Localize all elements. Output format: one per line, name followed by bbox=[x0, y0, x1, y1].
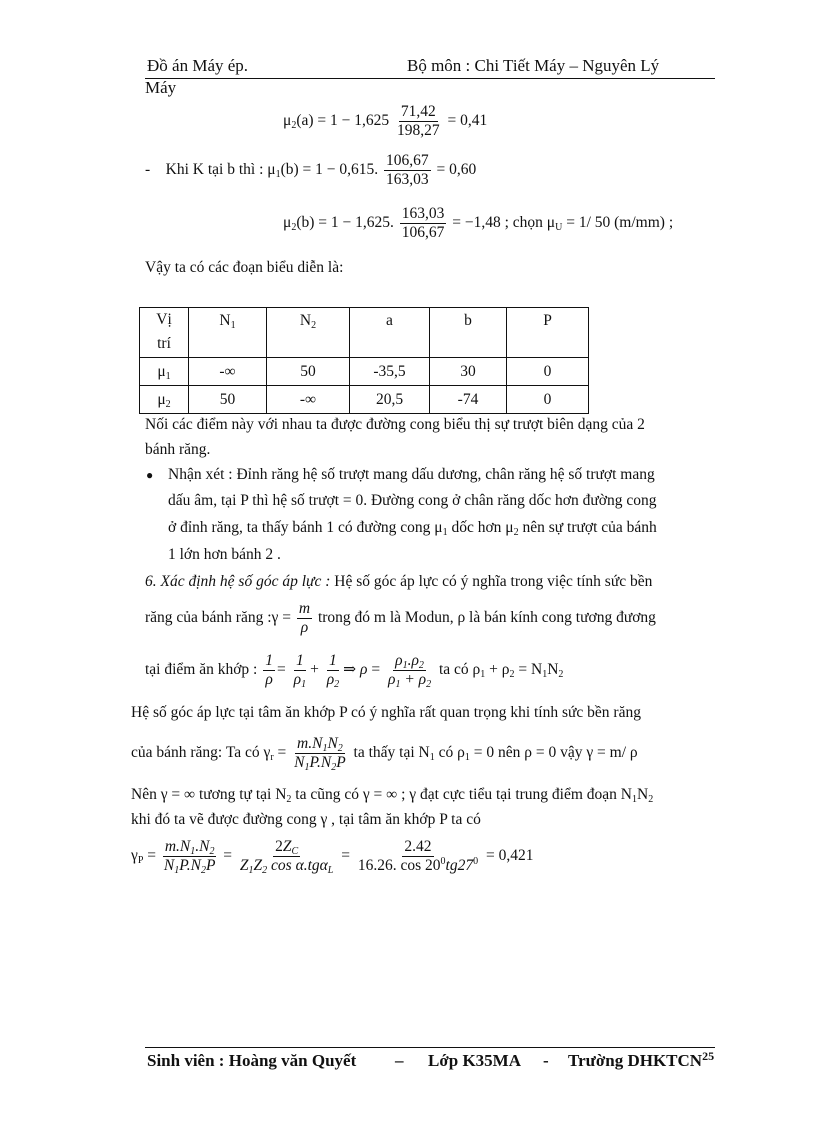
footer-dash2: - bbox=[543, 1051, 549, 1070]
footer-school: Trường DHKTCN$^{25}$ bbox=[568, 1049, 715, 1070]
paragraph-line: Nên γ = ∞ tương tự tại $N_2$ ta cũng có γ = ∞ ; γ đạt cực tiểu tại trung điểm đoạn $N_1N_2$ bbox=[131, 786, 654, 805]
table-cell: -35,5 bbox=[350, 358, 430, 386]
sliding-coefficient-table bbox=[139, 307, 589, 414]
table-header-p: P bbox=[507, 308, 589, 358]
table-cell: 50 bbox=[189, 386, 267, 414]
equation-mu2-a: $\mu_2(a) = 1 - 1,625$ $\frac{71,42}{198,27}$ = 0,41 bbox=[283, 103, 488, 139]
page-number: 25 bbox=[702, 1049, 715, 1063]
equation-mu1-b: - Khi K tại b thì : $\mu_1(b) = 1 - 0,615$. $\frac{106,67}{163,03}$ = 0,60 bbox=[145, 152, 477, 188]
table-cell: -74 bbox=[430, 386, 507, 414]
gamma-p-equation: $\gamma_P$ = $\frac{m.N_1.N_2}{N_1P.N_2P}$ = $\frac{2Z_C}{Z_1Z_2 \cos \alpha.tg\alpha_L}$ = $\frac{2.42}{16.26. \cos 20^0tg27^0}$ = 0,421 bbox=[131, 838, 534, 876]
table-cell: 0 bbox=[507, 358, 589, 386]
table-header-b: b bbox=[430, 308, 507, 358]
paragraph-line: khi đó ta vẽ được đường cong γ , tại tâm ăn khớp P ta có bbox=[131, 811, 481, 828]
equation-mu2-b: $\mu_2(b) = 1 - 1,625$. $\frac{163,03}{106,67}$ = −1,48 ; chọn $\mu_U = 1/$ 50 (m/mm) ; bbox=[283, 205, 674, 241]
header-continuation: Máy bbox=[145, 78, 177, 97]
bullet-line: 1 lớn hơn bánh 2 . bbox=[168, 546, 281, 563]
table-cell: 50 bbox=[267, 358, 350, 386]
header-rule bbox=[145, 78, 715, 79]
table-cell: 20,5 bbox=[350, 386, 430, 414]
contact-point-equation: tại điểm ăn khớp : $\frac{1}{\rho}$ = $\frac{1}{\rho_1}$ + $\frac{1}{\rho_2}$ ⇒ ρ = $\frac{\rho_1.\rho_2}{\rho_1 + \rho_2}$ ta có $\rho_1 + \rho_2 = N_1N_2$ bbox=[145, 652, 564, 690]
bullet-line: ở đỉnh răng, ta thấy bánh 1 có đường cong $\mu_1$ dốc hơn $\mu_2$ nên sự trượt của bánh bbox=[168, 519, 657, 538]
table-cell: -∞ bbox=[267, 386, 350, 414]
table-cell: 30 bbox=[430, 358, 507, 386]
footer-rule bbox=[145, 1047, 715, 1048]
table-header-position: Vị trí bbox=[140, 308, 189, 358]
footer-dash: – bbox=[395, 1051, 404, 1070]
gamma-r-equation: của bánh răng: Ta có $\gamma_r$ = $\frac{m.N_1N_2}{N_1P.N_2P}$ ta thấy tại $N_1$ có $\rho_1 = 0$ nên ρ = 0 vậy γ = m/ ρ bbox=[131, 735, 638, 773]
table-cell: -∞ bbox=[189, 358, 267, 386]
table-header-a: a bbox=[350, 308, 430, 358]
table-cell: 0 bbox=[507, 386, 589, 414]
header-left: Đồ án Máy ép. bbox=[147, 56, 249, 75]
gamma-definition: răng của bánh răng :γ = $\frac{m}{\rho}$ trong đó m là Modun, ρ là bán kính cong tương đương bbox=[145, 600, 656, 636]
bullet-icon: ● bbox=[146, 468, 154, 482]
footer-class: Lớp K35MA bbox=[428, 1051, 522, 1070]
table-header-n2: $N_2$ bbox=[267, 308, 350, 358]
bullet-line: dấu âm, tại P thì hệ số trượt = 0. Đường cong ở chân răng dốc hơn đường cong bbox=[168, 492, 657, 509]
table-header-n1: $N_1$ bbox=[189, 308, 267, 358]
section-6-title: 6. Xác định hệ số góc áp lực : bbox=[145, 573, 331, 590]
paragraph-line: Hệ số góc áp lực tại tâm ăn khớp P có ý nghĩa rất quan trọng khi tính sức bền răng bbox=[131, 704, 641, 721]
paragraph-line: bánh răng. bbox=[145, 441, 211, 458]
paragraph-line: Nối các điểm này với nhau ta được đường cong biểu thị sự trượt biên dạng của 2 bbox=[145, 416, 645, 433]
table-row bbox=[140, 386, 589, 414]
footer-student: Sinh viên : Hoàng văn Quyết bbox=[147, 1051, 357, 1070]
header-right: Bộ môn : Chi Tiết Máy – Nguyên Lý bbox=[407, 56, 660, 75]
table-row-label: $\mu_1$ bbox=[140, 358, 189, 386]
table-row bbox=[140, 358, 589, 386]
table-row-label: $\mu_2$ bbox=[140, 386, 189, 414]
bullet-line: Nhận xét : Đỉnh răng hệ số trượt mang dấu dương, chân răng hệ số trượt mang bbox=[168, 466, 655, 483]
intro-text: Vậy ta có các đoạn biểu diễn là: bbox=[145, 259, 344, 276]
section-6: 6. Xác định hệ số góc áp lực : Hệ số góc áp lực có ý nghĩa trong việc tính sức bền bbox=[145, 573, 653, 590]
